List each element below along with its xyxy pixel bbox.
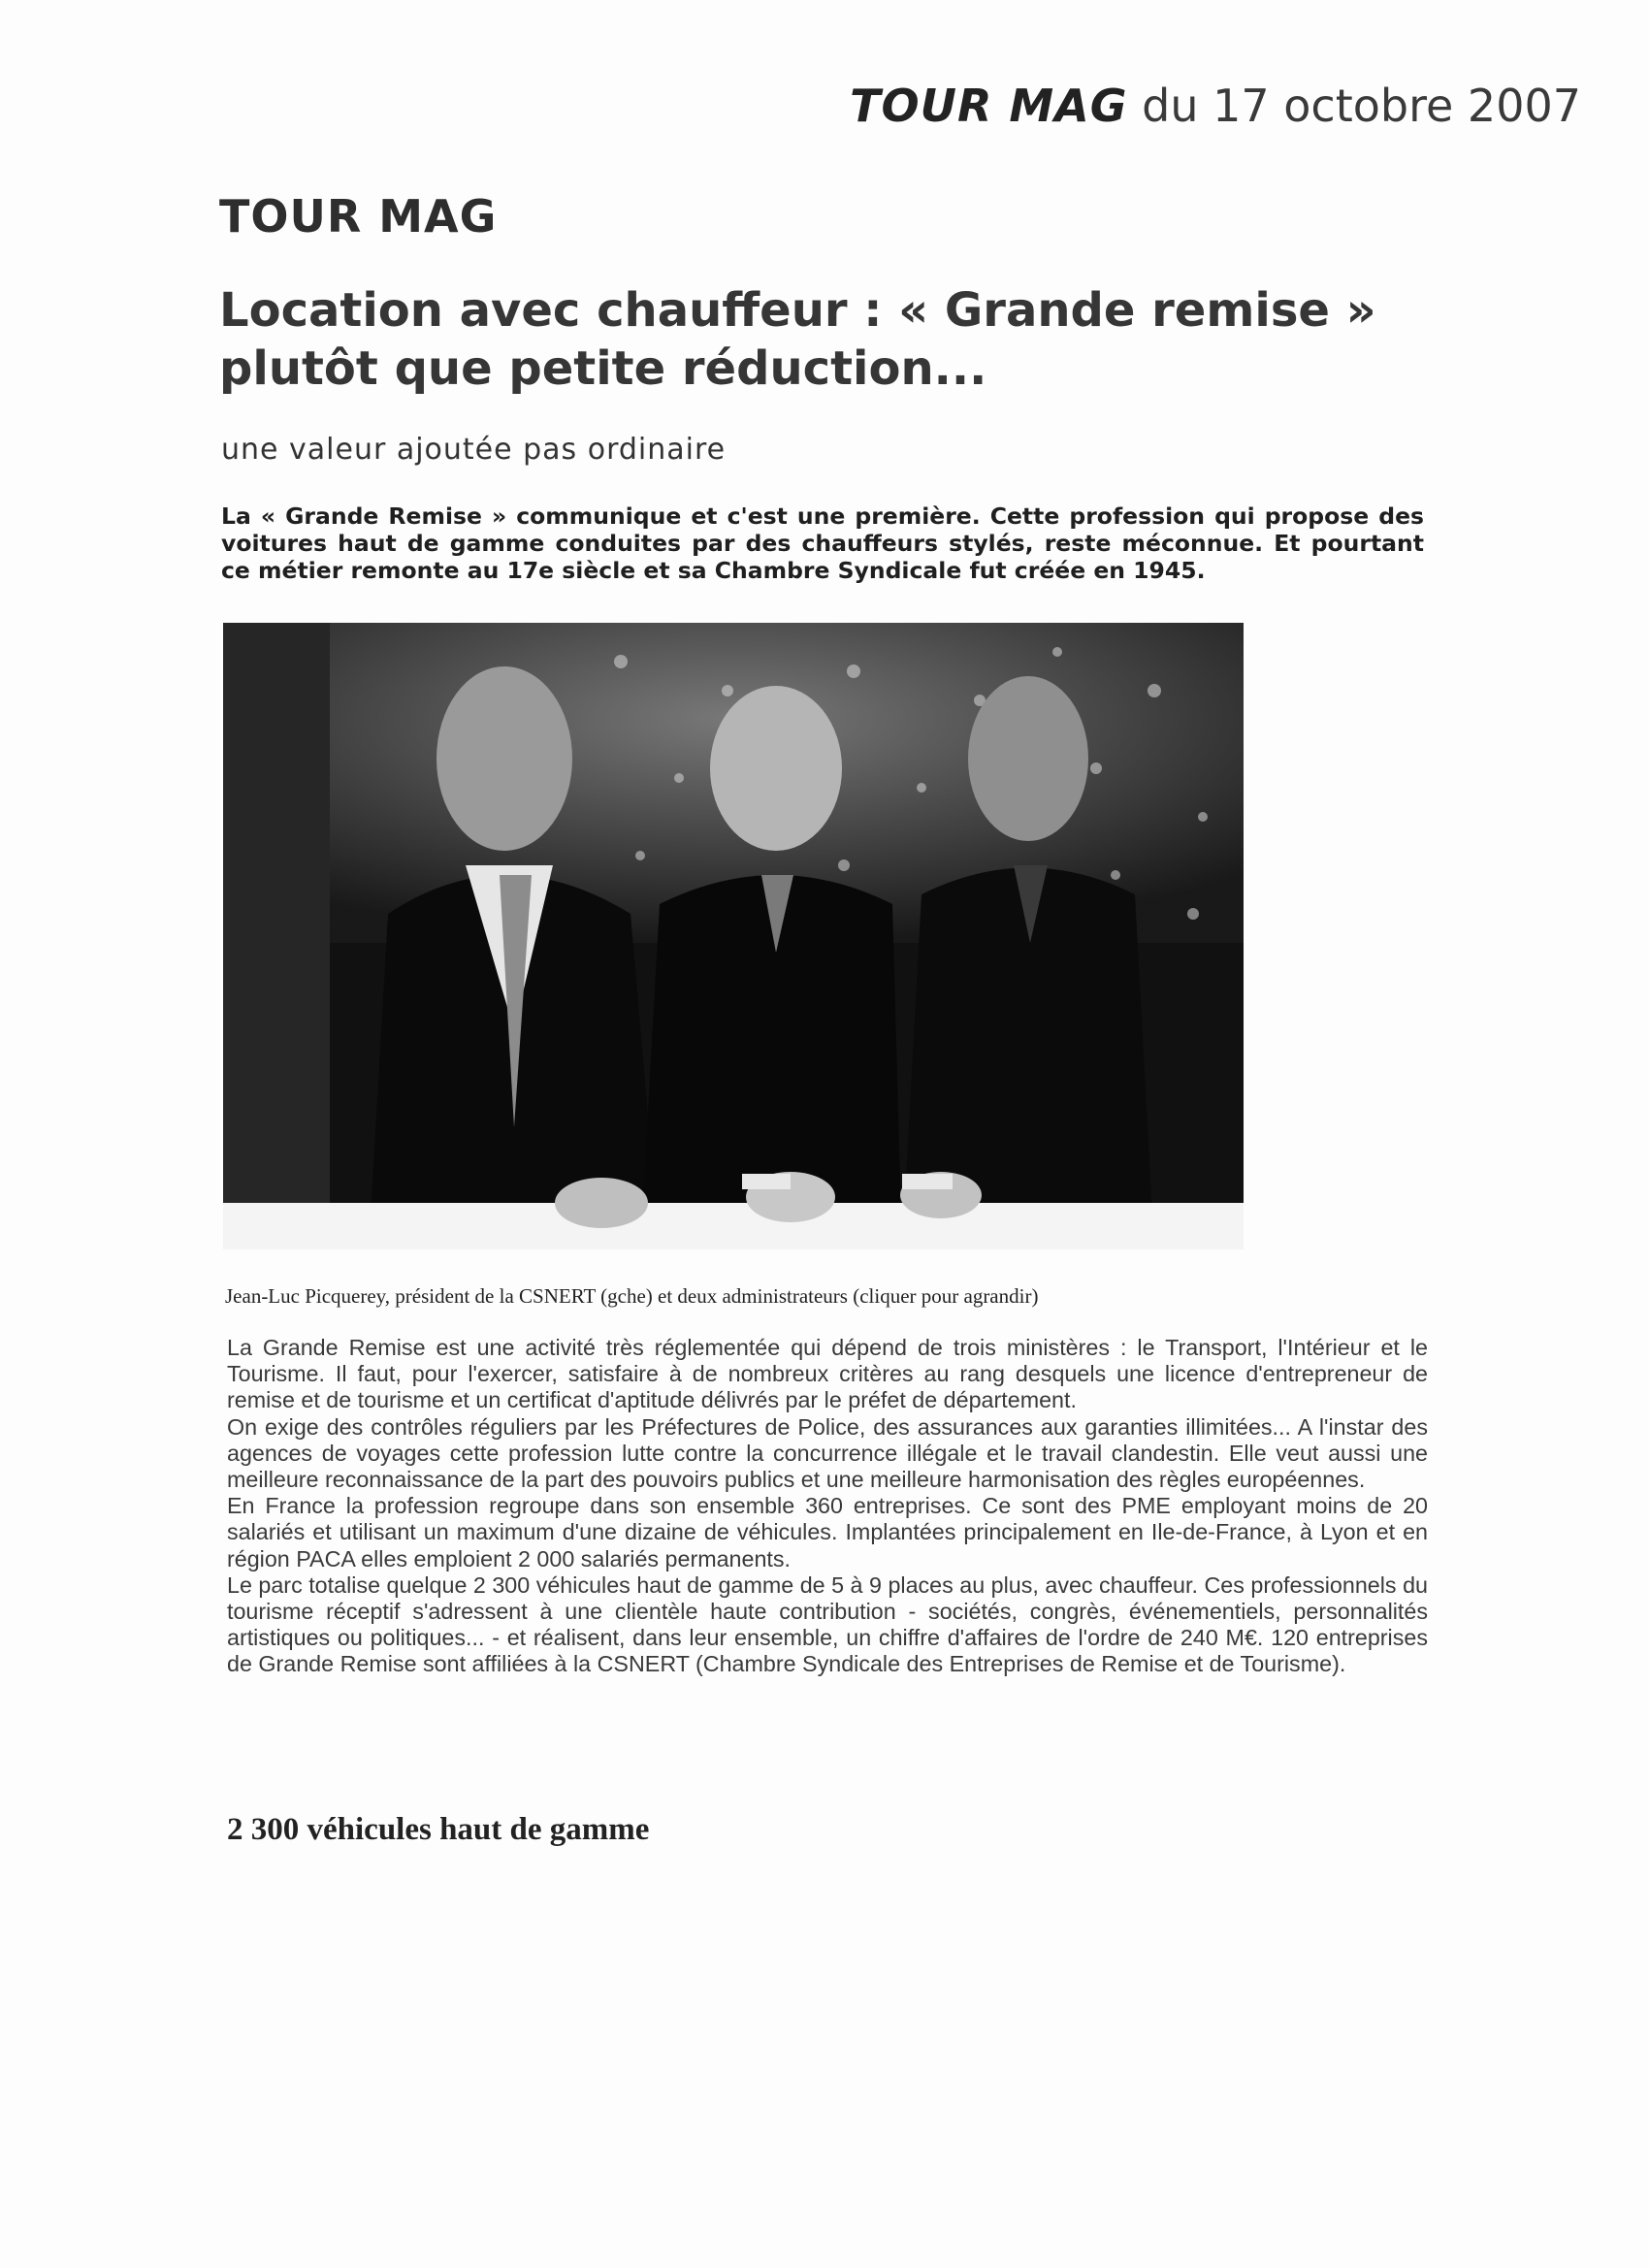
section-subtitle: 2 300 véhicules haut de gamme [227,1812,650,1847]
masthead [850,80,1581,132]
masthead-date: du 17 octobre 2007 [1142,80,1581,132]
headline-line-1: Location avec chauffeur : « Grande remise » [219,283,1376,338]
photo-caption: Jean-Luc Picquerey, président de la CSNERT (gche) et deux administrateurs (cliquer pour agrandir) [225,1284,1039,1308]
article-photo[interactable] [223,623,1244,1249]
article-body [227,1335,1428,1678]
photo-three-men-icon [223,623,1244,1249]
lead-paragraph: La « Grande Remise » communique et c'est une première. Cette profession qui propose des voitures haut de gamme conduites par des chauffeurs stylés, reste méconnue. Et pourtant ce métier remonte au 17e siècle et sa Chambre Syndicale fut créée en 1945. [221,502,1424,584]
subheadline: une valeur ajoutée pas ordinaire [221,433,727,467]
section-label: TOUR MAG [219,190,498,243]
body-paragraph-3: En France la profession regroupe dans son ensemble 360 entreprises. Ce sont des PME employant moins de 20 salariés et utilisant un maximum d'une dizaine de véhicules. Implantées principalement en Ile-de-France, à Lyon et en région PACA elles emploient 2 000 salariés permanents. [227,1493,1428,1571]
page-title [219,281,1480,398]
masthead-brand: TOUR MAG [850,80,1128,132]
body-paragraph-2: On exige des contrôles réguliers par les Préfectures de Police, des assurances aux garanties illimitées... A l'instar des agences de voyages cette profession lutte contre la concurrence illégale et le travail clandestin. Elle veut aussi une meilleure reconnaissance de la part des pouvoirs publics et une meilleure harmonisation des règles européennes. [227,1413,1428,1493]
headline-line-2: plutôt que petite réduction... [219,341,987,396]
body-paragraph-1: La Grande Remise est une activité très réglementée qui dépend de trois ministères : le Transport, l'Intérieur et le Tourisme. Il faut, pour l'exercer, satisfaire à de nombreux critères au rang desquels une licence d'entrepreneur de remise et de tourisme et un certificat d'aptitude délivrés par le préfet de département. [227,1335,1428,1413]
body-paragraph-4: Le parc totalise quelque 2 300 véhicules haut de gamme de 5 à 9 places au plus, avec chauffeur. Ces professionnels du tourisme réceptif s'adressent à une clientèle haute contribution - sociétés, congrès, événementiels, personnalités artistiques ou politiques... - et réalisent, dans leur ensemble, un chiffre d'affaires de l'ordre de 240 M€. 120 entreprises de Grande Remise sont affiliées à la CSNERT (Chambre Syndicale des Entreprises de Remise et de Tourisme). [227,1571,1428,1677]
